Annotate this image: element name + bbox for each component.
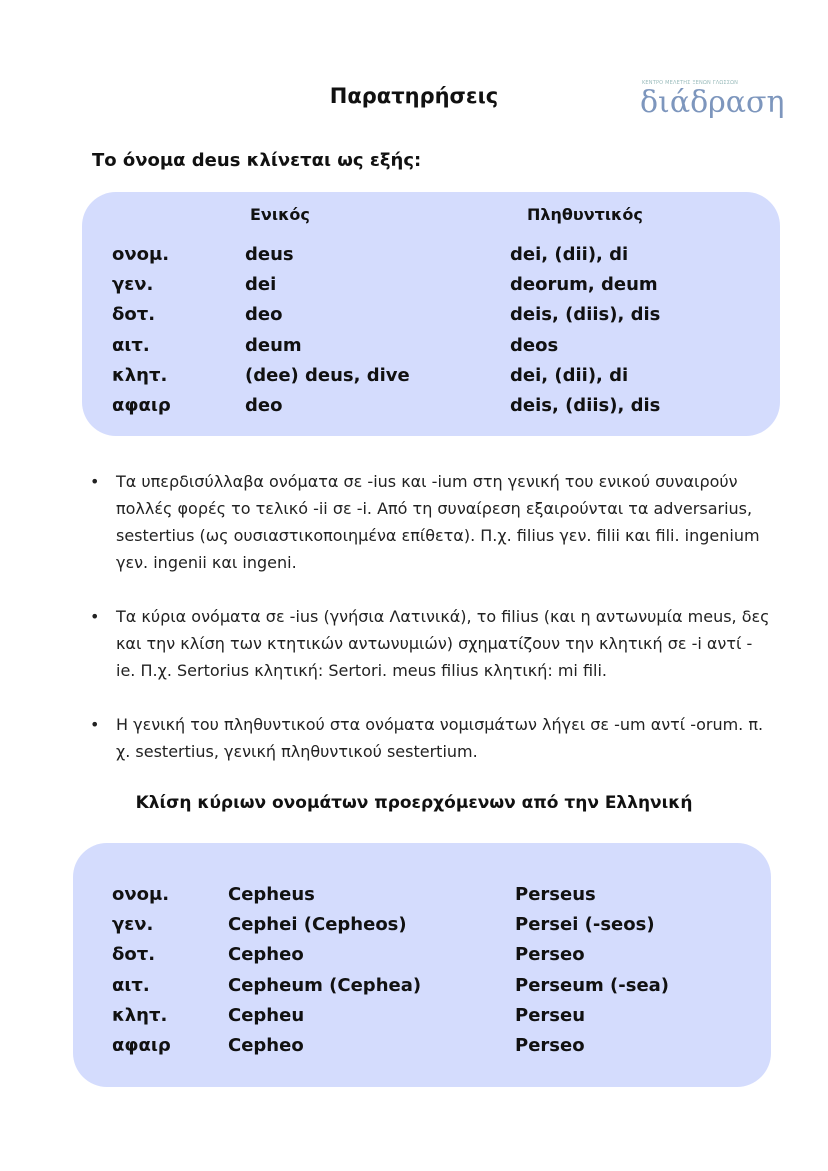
perseus-form: Persei (-seos): [515, 914, 655, 936]
perseus-form: Perseo: [515, 1035, 585, 1056]
case-label: κλητ.: [112, 1004, 168, 1026]
case-label: αφαιρ: [112, 1035, 171, 1056]
plural-form: dei, (dii), di: [510, 244, 629, 265]
bullet-icon: •: [90, 607, 100, 626]
plural-form: dei, (dii), di: [510, 364, 629, 386]
section-heading: Το όνομα deus κλίνεται ως εξής:: [92, 150, 422, 171]
plural-form: deorum, deum: [510, 274, 658, 296]
case-label: αφαιρ: [112, 395, 171, 416]
case-label: ονομ.: [112, 884, 170, 905]
cepheus-form: Cephei (Cepheos): [228, 914, 407, 936]
header-plural: Πληθυντικός: [527, 205, 643, 224]
case-label: γεν.: [112, 914, 154, 936]
case-label: δοτ.: [112, 304, 156, 326]
case-label: αιτ.: [112, 334, 150, 356]
note-item: • Η γενική του πληθυντικού στα ονόματα νομισμάτων λήγει σε -um αντί -orum. π. χ. sestertius, γενική πληθυντικού sestertium.: [90, 711, 770, 765]
bullet-icon: •: [90, 472, 100, 491]
singular-form: deo: [245, 304, 283, 326]
singular-form: dei: [245, 274, 277, 296]
section-heading-greek-names: Κλίση κύριων ονομάτων προερχόμενων από την Ελληνική: [135, 793, 693, 813]
plural-form: deos: [510, 334, 559, 356]
page-title: Παρατηρήσεις: [329, 84, 499, 108]
plural-form: deis, (diis), dis: [510, 395, 661, 416]
logo-name: διάδραση: [640, 85, 785, 120]
singular-form: deus: [245, 244, 294, 265]
cepheus-form: Cepheum (Cephea): [228, 974, 422, 996]
header-singular: Ενικός: [250, 205, 310, 224]
cepheus-form: Cepheu: [228, 1004, 305, 1026]
case-label: κλητ.: [112, 364, 168, 386]
case-label: γεν.: [112, 274, 154, 296]
perseus-form: Perseo: [515, 944, 585, 966]
note-item: • Τα υπερδισύλλαβα ονόματα σε -ius και -ium στη γενική του ενικού συναιρούν πολλές φορές το τελικό -ii σε -i. Από τη συναίρεση εξαιρούνται τα adversarius, sestertius (ως ουσιαστικοποιημένα επίθετα). Π.χ. filius γεν. filii και fili. ingenium γεν. ingenii και ingeni.: [90, 468, 770, 576]
greek-names-table: [73, 843, 771, 1087]
singular-form: deum: [245, 334, 302, 356]
case-label: αιτ.: [112, 974, 150, 996]
case-label: δοτ.: [112, 944, 156, 966]
notes-list: [90, 468, 770, 765]
cepheus-form: Cepheo: [228, 944, 304, 966]
bullet-icon: •: [90, 715, 100, 734]
logo-tagline: ΚΕΝΤΡΟ ΜΕΛΕΤΗΣ ΞΕΝΩΝ ΓΛΩΣΣΩΝ: [641, 80, 739, 86]
note-item: • Τα κύρια ονόματα σε -ius (γνήσια Λατινικά), το filius (και η αντωνυμία meus, δες και την κλίση των κτητικών αντωνυμιών) σχηματίζουν την κλητική σε -i αντί -ie. Π.χ. Sertorius κλητική: Sertori. meus filius κλητική: mi fili.: [90, 603, 770, 684]
logo: [640, 80, 785, 134]
perseus-form: Perseu: [515, 1004, 586, 1026]
cepheus-form: Cepheus: [228, 884, 315, 905]
cepheus-form: Cepheo: [228, 1035, 304, 1056]
deus-declension-table: [82, 192, 780, 436]
perseus-form: Perseum (-sea): [515, 974, 670, 996]
singular-form: deo: [245, 395, 283, 416]
case-label: ονομ.: [112, 244, 170, 265]
plural-form: deis, (diis), dis: [510, 304, 661, 326]
singular-form: (dee) deus, dive: [245, 364, 410, 386]
perseus-form: Perseus: [515, 884, 596, 905]
